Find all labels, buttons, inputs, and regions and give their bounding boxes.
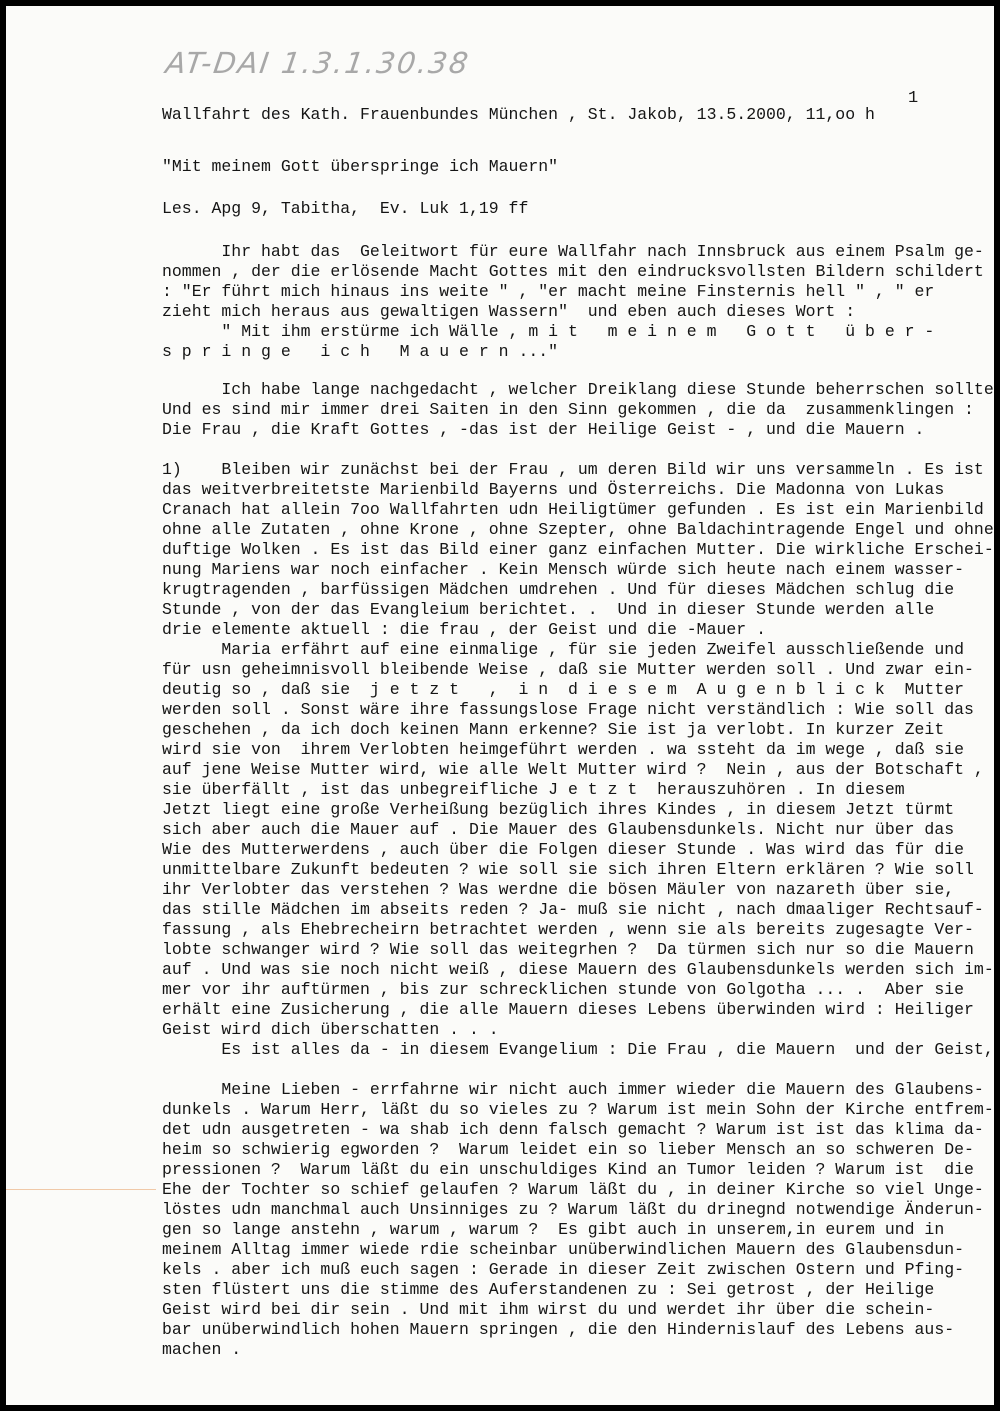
text-line: das weitverbreitetste Marienbild Bayerns und Österreichs. Die Madonna von Lukas xyxy=(162,480,945,499)
text-line: nommen , der die erlösende Macht Gottes mit den eindrucksvollsten Bildern schildert xyxy=(162,262,984,281)
document-header: Wallfahrt des Kath. Frauenbundes München , St. Jakob, 13.5.2000, 11,oo h xyxy=(162,105,875,124)
paragraph-application xyxy=(162,1080,992,1360)
text-line: Stunde , von der das Evangleium berichtet. . Und in dieser Stunde werden alle xyxy=(162,600,935,619)
text-line: Und es sind mir immer drei Saiten in den Sinn gekommen , die da zusammenklingen : xyxy=(162,400,974,419)
text-line: wird sie von ihrem Verlobten heimgeführt werden . wa ssteht da im wege , daß sie xyxy=(162,740,965,759)
page-number: 1 xyxy=(908,89,919,108)
text-line: bar unüberwindlich hohen Mauern springen , die den Hindernislauf des Lebens aus- xyxy=(162,1320,955,1339)
text-line: drie elemente aktuell : die frau , der Geist und die -Mauer . xyxy=(162,620,766,639)
text-line: Maria erfährt auf eine einmalige , für sie jeden Zweifel ausschließende und xyxy=(162,640,965,659)
text-line: duftige Wolken . Es ist das Bild einer ganz einfachen Mutter. Die wirkliche Erschei- xyxy=(162,540,994,559)
sermon-title: "Mit meinem Gott überspringe ich Mauern" xyxy=(162,157,559,176)
archive-signature: AT-DAI 1.3.1.30.38 xyxy=(163,46,473,80)
text-line: löstes udn manchmal auch Unsinniges zu ? Warum läßt du drinegnd notwendige Änderun- xyxy=(162,1200,984,1219)
text-line: krugtragenden , barfüssigen Mädchen umdrehen . Und für dieses Mädchen schlug die xyxy=(162,580,955,599)
text-line: Wie des Mutterwerdens , auch über die Folgen dieser Stunde . Was wird das für die xyxy=(162,840,965,859)
text-line: sten flüstert uns die stimme des Auferstandenen zu : Sei getrost , der Heilige xyxy=(162,1280,935,1299)
text-line: pressionen ? Warum läßt du ein unschuldiges Kind an Tumor leiden ? Warum ist die xyxy=(162,1160,974,1179)
text-line: Ich habe lange nachgedacht , welcher Dreiklang diese Stunde beherrschen sollte xyxy=(162,380,994,399)
paragraph-triad xyxy=(162,380,992,440)
text-line: das stille Mädchen im abseits reden ? Ja- muß sie nicht , nach dmaaliger Rechtsauf- xyxy=(162,900,984,919)
text-line: erhält eine Zusicherung , die alle Mauern dieses Lebens überwinden wird : Heiliger xyxy=(162,1000,974,1019)
text-line: unmittelbare Zukunft bedeuten ? wie soll sie sich ihren Eltern erklären ? Wie soll xyxy=(162,860,974,879)
scan-artifact-line xyxy=(6,1189,156,1190)
text-line: mer vor ihr auftürmen , bis zur schrecklichen stunde von Golgotha ... . Aber sie xyxy=(162,980,965,999)
text-line: s p r i n g e i c h M a u e r n ..." xyxy=(162,342,559,361)
text-line: ihr Verlobter das verstehen ? Was werdne die bösen Mäuler von nazareth über sie, xyxy=(162,880,955,899)
text-line: Ihr habt das Geleitwort für eure Wallfahr nach Innsbruck aus einem Psalm ge- xyxy=(162,242,984,261)
text-line: ohne alle Zutaten , ohne Krone , ohne Szepter, ohne Baldachintragende Engel und ohne xyxy=(162,520,994,539)
text-line: für usn geheimnisvoll bleibende Weise , daß sie Mutter werden soll . Und zwar ein- xyxy=(162,660,974,679)
text-line: heim so schwierig egworden ? Warum leidet ein so lieber Mensch an so schweren De- xyxy=(162,1140,974,1159)
paragraph-introduction xyxy=(162,242,992,362)
text-line: machen . xyxy=(162,1340,242,1359)
text-line: Meine Lieben - errfahrne wir nicht auch immer wieder die Mauern des Glaubens- xyxy=(162,1080,984,1099)
paragraph-section-one xyxy=(162,460,992,1060)
lesson-reference: Les. Apg 9, Tabitha, Ev. Luk 1,19 ff xyxy=(162,199,529,218)
text-line: lobte schwanger wird ? Wie soll das weitegrhen ? Da türmen sich nur so die Mauern xyxy=(162,940,974,959)
text-line: Ehe der Tochter so schief gelaufen ? Warum läßt du , in deiner Kirche so viel Unge- xyxy=(162,1180,984,1199)
text-line: dunkels . Warum Herr, läßt du so vieles zu ? Warum ist mein Sohn der Kirche entfrem- xyxy=(162,1100,994,1119)
text-line: kels . aber ich muß euch sagen : Gerade in dieser Zeit zwischen Ostern und Pfing- xyxy=(162,1260,965,1279)
text-line: Geist wird dich überschatten . . . xyxy=(162,1020,499,1039)
text-line: Jetzt liegt eine große Verheißung bezüglich ihres Kindes , in diesem Jetzt türmt xyxy=(162,800,955,819)
text-line: 1) Bleiben wir zunächst bei der Frau , um deren Bild wir uns versammeln . Es ist xyxy=(162,460,984,479)
text-line: nung Mariens war noch einfacher . Kein Mensch würde sich heute nach einem wasser- xyxy=(162,560,965,579)
text-line: werden soll . Sonst wäre ihre fassungslose Frage nicht verständlich : Wie soll das xyxy=(162,700,974,719)
text-line: auf jene Weise Mutter wird, wie alle Welt Mutter wird ? Nein , aus der Botschaft , xyxy=(162,760,984,779)
text-line: zieht mich heraus aus gewaltigen Wassern" und eben auch dieses Wort : xyxy=(162,302,856,321)
text-line: geschehen , da ich doch keinen Mann erkenne? Sie ist ja verlobt. In kurzer Zeit xyxy=(162,720,945,739)
text-line: Geist wird bei dir sein . Und mit ihm wirst du und werdet ihr über die schein- xyxy=(162,1300,935,1319)
document-page xyxy=(6,6,994,1405)
text-line: Es ist alles da - in diesem Evangelium : Die Frau , die Mauern und der Geist, xyxy=(162,1040,994,1059)
text-line: Die Frau , die Kraft Gottes , -das ist der Heilige Geist - , und die Mauern . xyxy=(162,420,925,439)
text-line: sie überfällt , ist das unbegreifliche J e t z t herauszuhören . In diesem xyxy=(162,780,905,799)
text-line: det udn ausgetreten - wa shab ich denn falsch gemacht ? Warum ist ist das klima da- xyxy=(162,1120,984,1139)
text-line: " Mit ihm erstürme ich Wälle , m i t m e i n e m G o t t ü b e r - xyxy=(162,322,935,341)
text-line: gen so lange anstehn , warum , warum ? Es gibt auch in unserem,in eurem und in xyxy=(162,1220,945,1239)
text-line: sich aber auch die Mauer auf . Die Mauer des Glaubensdunkels. Nicht nur über das xyxy=(162,820,955,839)
text-line: : "Er führt mich hinaus ins weite " , "er macht meine Finsternis hell " , " er xyxy=(162,282,935,301)
text-line: Cranach hat allein 7oo Wallfahrten udn Heiligtümer gefunden . Es ist ein Marienbild xyxy=(162,500,984,519)
text-line: meinem Alltag immer wiede rdie scheinbar unüberwindlichen Mauern des Glaubensdun- xyxy=(162,1240,965,1259)
text-line: fassung , als Ehebrecheirn betrachtet werden , wenn sie als bereits zugesagte Ver- xyxy=(162,920,974,939)
text-line: deutig so , daß sie j e t z t , i n d i e s e m A u g e n b l i c k Mutter xyxy=(162,680,965,699)
text-line: auf . Und was sie noch nicht weiß , diese Mauern des Glaubensdunkels werden sich im- xyxy=(162,960,994,979)
